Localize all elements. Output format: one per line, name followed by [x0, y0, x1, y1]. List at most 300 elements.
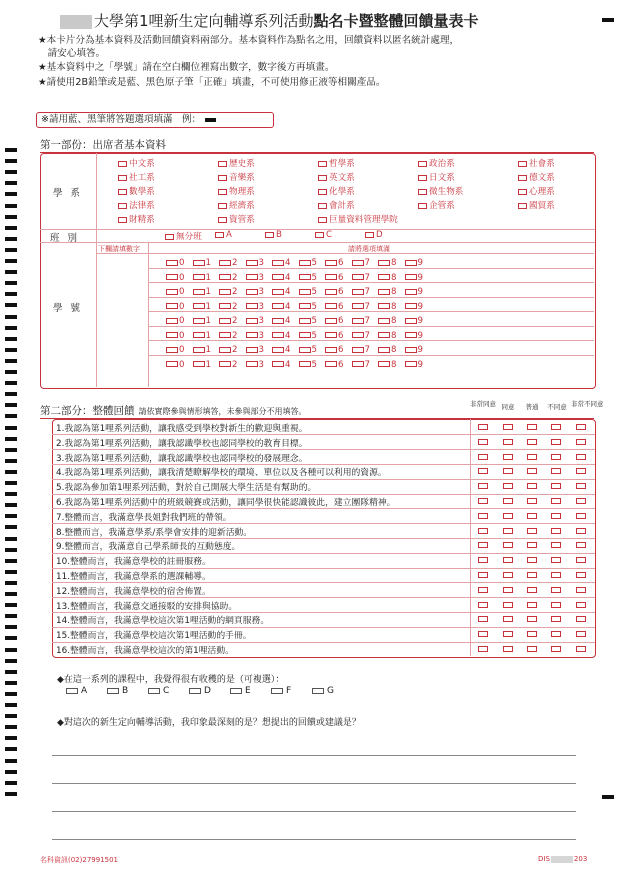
digit-option[interactable]: 6: [325, 273, 343, 283]
timing-mark: [5, 359, 17, 363]
digit-option[interactable]: 9: [405, 360, 423, 370]
filled-example-mark: [205, 118, 216, 122]
rating-bubble[interactable]: [527, 468, 537, 474]
rating-bubble[interactable]: [551, 498, 561, 504]
timing-mark: [5, 403, 17, 407]
digit-option[interactable]: 6: [325, 302, 343, 312]
department-option[interactable]: 德文系: [518, 171, 555, 183]
rating-bubble[interactable]: [576, 513, 586, 519]
department-option[interactable]: 政治系: [418, 157, 455, 169]
rating-bubble[interactable]: [551, 616, 561, 622]
rating-bubble[interactable]: [503, 424, 513, 430]
rating-bubble[interactable]: [527, 616, 537, 622]
department-option[interactable]: 物理系: [218, 185, 255, 197]
question-text: 4.我認為第1哩系列活動，讓我清楚瞭解學校的環境、單位以及各種可以利用的資源。: [56, 468, 387, 479]
multi-select-option[interactable]: G: [312, 686, 334, 696]
rating-bubble[interactable]: [551, 587, 561, 593]
rating-bubble[interactable]: [551, 631, 561, 637]
digit-option[interactable]: 2: [219, 331, 237, 341]
timing-mark: [5, 559, 17, 563]
row-divider: [148, 311, 594, 312]
digit-option[interactable]: 0: [166, 316, 184, 326]
timing-mark: [5, 192, 17, 196]
class-label: 班別: [50, 233, 86, 244]
timing-mark: [5, 492, 17, 496]
digit-option[interactable]: 0: [166, 287, 184, 297]
answer-line[interactable]: [52, 783, 576, 784]
digit-option[interactable]: 8: [378, 287, 396, 297]
rating-bubble[interactable]: [576, 587, 586, 593]
digit-option[interactable]: 5: [299, 287, 317, 297]
department-option[interactable]: 中文系: [118, 157, 155, 169]
digit-option[interactable]: 3: [246, 273, 264, 283]
row-divider: [148, 297, 594, 298]
rating-bubble[interactable]: [576, 602, 586, 608]
digit-option[interactable]: 8: [378, 258, 396, 268]
part1-title: 第一部份：出席者基本資料: [40, 139, 166, 151]
question-text: 8.整體而言，我滿意學系/系學會安排的迎新活動。: [56, 527, 253, 538]
part2-title-text: 第二部分：整體回饋: [40, 405, 135, 417]
rating-bubble[interactable]: [551, 454, 561, 460]
rating-bubble[interactable]: [576, 572, 586, 578]
timing-mark: [5, 414, 17, 418]
digit-option[interactable]: 6: [325, 316, 343, 326]
digit-option[interactable]: 9: [405, 331, 423, 341]
rating-bubble[interactable]: [551, 572, 561, 578]
timing-mark: [5, 270, 17, 274]
department-option[interactable]: 哲學系: [318, 157, 355, 169]
row-divider: [148, 326, 594, 327]
open-question: ◆對這次的新生定向輔導活動，我印象最深刻的是？想提出的回饋或建議是？: [57, 718, 361, 728]
digit-option[interactable]: 4: [272, 302, 290, 312]
digit-option[interactable]: 6: [325, 287, 343, 297]
rating-bubble[interactable]: [551, 528, 561, 534]
answer-line[interactable]: [52, 811, 576, 812]
question-text: 1.我認為第1哩系列活動，讓我感受到學校對新生的歡迎與重視。: [56, 424, 308, 434]
timing-mark: [5, 681, 17, 685]
digit-option[interactable]: 9: [405, 345, 423, 355]
digit-option[interactable]: 9: [405, 273, 423, 283]
digit-option[interactable]: 8: [378, 360, 396, 370]
rating-bubble[interactable]: [576, 646, 586, 652]
timing-mark: [5, 525, 17, 529]
class-option[interactable]: A: [215, 230, 232, 240]
digit-option[interactable]: 7: [352, 331, 370, 341]
timing-mark: [5, 392, 17, 396]
digit-option[interactable]: 7: [352, 258, 370, 268]
digit-option[interactable]: 3: [246, 287, 264, 297]
department-option[interactable]: 音樂系: [218, 171, 255, 183]
timing-mark: [5, 248, 17, 252]
digit-option[interactable]: 5: [299, 360, 317, 370]
timing-mark: [5, 581, 17, 585]
timing-mark: [5, 348, 17, 352]
question-text: 10.整體而言，我滿意學校的註冊服務。: [56, 557, 211, 568]
multi-select-option[interactable]: A: [66, 686, 87, 696]
question-text: 15.整體而言，我滿意學校這次第1哩活動的手冊。: [56, 631, 252, 642]
question-text: 7.整體而言，我滿意學長姐對我們班的帶領。: [56, 512, 232, 523]
digit-option[interactable]: 4: [272, 345, 290, 355]
timing-mark: [5, 337, 17, 341]
rating-bubble[interactable]: [527, 542, 537, 548]
rating-bubble[interactable]: [551, 424, 561, 430]
question-text: 11.整體而言，我滿意學系的選課輔導。: [56, 572, 211, 582]
rating-bubble[interactable]: [503, 468, 513, 474]
digit-option[interactable]: 0: [166, 360, 184, 370]
timing-mark: [5, 148, 17, 152]
digit-option[interactable]: 8: [378, 273, 396, 283]
department-option[interactable]: 微生物系: [418, 185, 463, 197]
rating-bubble[interactable]: [478, 602, 488, 608]
rating-bubble[interactable]: [551, 483, 561, 489]
rating-bubble[interactable]: [527, 528, 537, 534]
rating-bubble[interactable]: [576, 631, 586, 637]
department-option[interactable]: 巨量資料管理學院: [318, 213, 398, 225]
timing-mark: [5, 303, 17, 307]
rating-bubble[interactable]: [503, 587, 513, 593]
rating-bubble[interactable]: [503, 483, 513, 489]
col-divider: [96, 153, 97, 387]
department-option[interactable]: 社會系: [518, 157, 555, 169]
rating-bubble[interactable]: [478, 424, 488, 430]
timing-mark: [5, 326, 17, 330]
timing-mark: [5, 170, 17, 174]
timing-mark: [5, 570, 17, 574]
rating-bubble[interactable]: [503, 572, 513, 578]
rating-bubble[interactable]: [478, 468, 488, 474]
fill-notice-text: ※請用藍、黑筆將答題選項填滿 例：: [41, 114, 201, 125]
rating-bubble[interactable]: [527, 513, 537, 519]
digit-option[interactable]: 9: [405, 258, 423, 268]
timing-mark: [5, 714, 17, 718]
rating-bubble[interactable]: [576, 498, 586, 504]
part2-title: [40, 403, 307, 418]
rating-bubble[interactable]: [478, 542, 488, 548]
timing-mark: [5, 792, 17, 796]
rating-bubble[interactable]: [478, 454, 488, 460]
rating-bubble[interactable]: [551, 542, 561, 548]
digit-option[interactable]: 7: [352, 360, 370, 370]
class-option[interactable]: D: [365, 230, 383, 240]
department-option[interactable]: 資管系: [218, 213, 255, 225]
digit-option[interactable]: 7: [352, 302, 370, 312]
rating-bubble[interactable]: [527, 439, 537, 445]
scale-header: [470, 400, 604, 418]
digit-option[interactable]: 1: [193, 273, 211, 283]
department-option[interactable]: 日文系: [418, 171, 455, 183]
digit-option[interactable]: 7: [352, 273, 370, 283]
timing-mark: [5, 703, 17, 707]
rating-bubble[interactable]: [503, 616, 513, 622]
department-option[interactable]: 英文系: [318, 171, 355, 183]
rating-bubble[interactable]: [551, 557, 561, 563]
fill-notice: [36, 112, 274, 128]
digit-option[interactable]: 5: [299, 331, 317, 341]
redacted-block: [60, 15, 92, 29]
row-divider: [148, 282, 594, 283]
digit-option[interactable]: 5: [299, 258, 317, 268]
digit-option[interactable]: 7: [352, 345, 370, 355]
digit-option[interactable]: 6: [325, 331, 343, 341]
rating-bubble[interactable]: [478, 646, 488, 652]
rating-bubble[interactable]: [478, 572, 488, 578]
digit-option[interactable]: 7: [352, 287, 370, 297]
digit-option[interactable]: 9: [405, 287, 423, 297]
digit-option[interactable]: 2: [219, 360, 237, 370]
rating-bubble[interactable]: [527, 498, 537, 504]
intro-line-4: ★請使用2B鉛筆或是藍、黑色原子筆「正確」填畫，不可使用修正液等相關產品。: [38, 77, 386, 88]
rating-bubble[interactable]: [527, 572, 537, 578]
question-text: 6.我認為第1哩系列活動中的班級競賽或活動，讓同學很快能認識彼此，建立團隊精神。: [56, 498, 396, 508]
digit-option[interactable]: 1: [193, 258, 211, 268]
rating-bubble[interactable]: [576, 454, 586, 460]
department-option[interactable]: 數學系: [118, 185, 155, 197]
rating-bubble[interactable]: [527, 587, 537, 593]
class-option[interactable]: B: [265, 230, 282, 240]
rating-bubble[interactable]: [478, 528, 488, 534]
rating-bubble[interactable]: [503, 439, 513, 445]
digit-option[interactable]: 4: [272, 287, 290, 297]
digit-option[interactable]: 7: [352, 316, 370, 326]
class-option[interactable]: 無分班: [165, 230, 202, 242]
digit-option[interactable]: 3: [246, 316, 264, 326]
department-option[interactable]: 會計系: [318, 199, 355, 211]
timing-mark: [5, 736, 17, 740]
timing-mark: [5, 215, 17, 219]
scale-agree: 同意: [501, 403, 515, 411]
rating-bubble[interactable]: [503, 454, 513, 460]
department-option[interactable]: 財精系: [118, 213, 155, 225]
timing-mark-right: [602, 795, 614, 799]
rating-bubble[interactable]: [576, 468, 586, 474]
id-hint-left: 下欄請填數字: [98, 245, 140, 253]
digit-option[interactable]: 6: [325, 345, 343, 355]
intro-line-3: ★基本資料中之「學號」請在空白欄位裡寫出數字，數字後方再填畫。: [38, 62, 335, 73]
digit-option[interactable]: 8: [378, 331, 396, 341]
question-text: 14.整體而言，我滿意學校這次第1哩活動的網頁服務。: [56, 616, 270, 627]
rating-bubble[interactable]: [551, 513, 561, 519]
multi-select-option[interactable]: D: [189, 686, 211, 696]
scale-strongly-disagree: 非常不同意: [571, 400, 604, 408]
rating-bubble[interactable]: [551, 602, 561, 608]
digit-option[interactable]: 4: [272, 258, 290, 268]
footer-code-suffix: 203: [573, 855, 588, 863]
footer-code: [538, 855, 587, 863]
digit-option[interactable]: 8: [378, 302, 396, 312]
digit-option[interactable]: 3: [246, 302, 264, 312]
multi-select-question: ◆在這一系列的課程中，我覺得很有收穫的是（可複選）：: [57, 675, 285, 685]
timing-mark: [5, 747, 17, 751]
rating-bubble[interactable]: [478, 498, 488, 504]
question-text: 9.整體而言，我滿意自己學系師長的互動態度。: [56, 542, 241, 553]
rating-bubble[interactable]: [576, 616, 586, 622]
rating-bubble[interactable]: [478, 513, 488, 519]
timing-mark: [5, 603, 17, 607]
digit-option[interactable]: 6: [325, 360, 343, 370]
digit-option[interactable]: 1: [193, 331, 211, 341]
timing-mark: [5, 503, 17, 507]
digit-option[interactable]: 3: [246, 331, 264, 341]
digit-option[interactable]: 0: [166, 302, 184, 312]
col-divider: [148, 242, 149, 387]
rating-bubble[interactable]: [503, 646, 513, 652]
timing-mark: [5, 537, 17, 541]
department-option[interactable]: 社工系: [118, 171, 155, 183]
digit-option[interactable]: 9: [405, 316, 423, 326]
timing-mark: [5, 759, 17, 763]
digit-option[interactable]: 6: [325, 258, 343, 268]
timing-mark: [5, 292, 17, 296]
rating-bubble[interactable]: [503, 542, 513, 548]
rating-bubble[interactable]: [576, 439, 586, 445]
multi-select-option[interactable]: B: [107, 686, 128, 696]
department-option[interactable]: 化學系: [318, 185, 355, 197]
digit-option[interactable]: 4: [272, 331, 290, 341]
timing-mark: [5, 181, 17, 185]
answer-line[interactable]: [52, 839, 576, 840]
scale-neutral: 普通: [525, 403, 539, 411]
rating-bubble[interactable]: [478, 439, 488, 445]
department-option[interactable]: 法律系: [118, 199, 155, 211]
digit-option[interactable]: 1: [193, 345, 211, 355]
question-text: 3.我認為第1哩系列活動，讓我認識學校也認同學校的發展理念。: [56, 453, 308, 464]
digit-option[interactable]: 4: [272, 360, 290, 370]
timing-mark: [5, 470, 17, 474]
digit-option[interactable]: 2: [219, 302, 237, 312]
digit-option[interactable]: 0: [166, 273, 184, 283]
department-option[interactable]: 經濟系: [218, 199, 255, 211]
rating-bubble[interactable]: [527, 557, 537, 563]
footer-printer: 名科資訊(02)27991501: [40, 856, 118, 864]
digit-option[interactable]: 4: [272, 273, 290, 283]
department-option[interactable]: 企管系: [418, 199, 455, 211]
rating-bubble[interactable]: [503, 557, 513, 563]
multi-select-option[interactable]: F: [271, 686, 291, 696]
rating-bubble[interactable]: [527, 483, 537, 489]
rating-bubble[interactable]: [478, 587, 488, 593]
timing-mark: [5, 614, 17, 618]
rating-bubble[interactable]: [503, 602, 513, 608]
rating-bubble[interactable]: [478, 616, 488, 622]
rating-bubble[interactable]: [503, 631, 513, 637]
redacted-block: [551, 856, 573, 863]
timing-mark: [5, 592, 17, 596]
row-divider: [96, 253, 594, 254]
timing-mark: [5, 226, 17, 230]
digit-option[interactable]: 5: [299, 345, 317, 355]
timing-mark: [5, 448, 17, 452]
part2-subtitle: 請依實際參與情形填答，未參與部分不用填答。: [138, 407, 307, 416]
digit-option[interactable]: 2: [219, 345, 237, 355]
timing-mark: [5, 692, 17, 696]
timing-mark: [5, 670, 17, 674]
digit-option[interactable]: 4: [272, 316, 290, 326]
timing-mark: [5, 204, 17, 208]
digit-option[interactable]: 0: [166, 345, 184, 355]
timing-mark: [5, 281, 17, 285]
rating-bubble[interactable]: [503, 513, 513, 519]
timing-mark: [5, 770, 17, 774]
digit-option[interactable]: 2: [219, 273, 237, 283]
digit-option[interactable]: 5: [299, 316, 317, 326]
rating-bubble[interactable]: [503, 498, 513, 504]
rating-bubble[interactable]: [576, 483, 586, 489]
rating-bubble[interactable]: [478, 631, 488, 637]
digit-option[interactable]: 0: [166, 331, 184, 341]
rating-bubble[interactable]: [551, 468, 561, 474]
rating-bubble[interactable]: [478, 557, 488, 563]
rating-bubble[interactable]: [503, 528, 513, 534]
rating-bubble[interactable]: [478, 483, 488, 489]
rating-bubble[interactable]: [527, 602, 537, 608]
digit-option[interactable]: 1: [193, 360, 211, 370]
id-hint-right: 請將選項填滿: [348, 245, 390, 253]
timing-mark: [5, 459, 17, 463]
timing-mark: [5, 481, 17, 485]
multi-select-option[interactable]: C: [148, 686, 169, 696]
digit-option[interactable]: 3: [246, 360, 264, 370]
digit-option[interactable]: 5: [299, 302, 317, 312]
timing-mark: [5, 725, 17, 729]
rating-bubble[interactable]: [527, 631, 537, 637]
rating-bubble[interactable]: [551, 439, 561, 445]
digit-option[interactable]: 3: [246, 258, 264, 268]
dept-label: 學系: [53, 188, 89, 199]
digit-option[interactable]: 1: [193, 316, 211, 326]
digit-option[interactable]: 0: [166, 258, 184, 268]
digit-option[interactable]: 2: [219, 287, 237, 297]
digit-option[interactable]: 2: [219, 258, 237, 268]
timing-mark: [5, 636, 17, 640]
digit-option[interactable]: 8: [378, 316, 396, 326]
row-divider: [148, 355, 594, 356]
rating-bubble[interactable]: [576, 528, 586, 534]
digit-option[interactable]: 1: [193, 302, 211, 312]
rating-bubble[interactable]: [576, 424, 586, 430]
question-text: 13.整體而言，我滿意交通接駁的安排與協助。: [56, 601, 238, 612]
class-option[interactable]: C: [315, 230, 332, 240]
rating-bubble[interactable]: [527, 646, 537, 652]
timing-mark: [5, 237, 17, 241]
department-option[interactable]: 歷史系: [218, 157, 255, 169]
department-option[interactable]: 心理系: [518, 185, 555, 197]
intro-line-1: ★本卡片分為基本資料及活動回饋資料兩部分。基本資料作為點名之用，回饋資料以匿名統計處理，: [38, 35, 460, 46]
rating-bubble[interactable]: [551, 646, 561, 652]
timing-mark: [5, 659, 17, 663]
digit-option[interactable]: 3: [246, 345, 264, 355]
rating-bubble[interactable]: [527, 424, 537, 430]
digit-option[interactable]: 5: [299, 273, 317, 283]
digit-option[interactable]: 8: [378, 345, 396, 355]
timing-mark: [5, 159, 17, 163]
department-option[interactable]: 國貿系: [518, 199, 555, 211]
answer-line[interactable]: [52, 755, 576, 756]
digit-option[interactable]: 2: [219, 316, 237, 326]
timing-mark-right: [602, 18, 614, 22]
rating-bubble[interactable]: [576, 557, 586, 563]
row-divider: [148, 268, 594, 269]
rating-bubble[interactable]: [527, 454, 537, 460]
timing-mark: [5, 548, 17, 552]
timing-mark: [5, 625, 17, 629]
digit-option[interactable]: 1: [193, 287, 211, 297]
multi-select-option[interactable]: E: [230, 686, 251, 696]
timing-mark: [5, 648, 17, 652]
row-divider: [40, 242, 595, 243]
timing-mark: [5, 259, 17, 263]
rating-bubble[interactable]: [576, 542, 586, 548]
digit-option[interactable]: 9: [405, 302, 423, 312]
